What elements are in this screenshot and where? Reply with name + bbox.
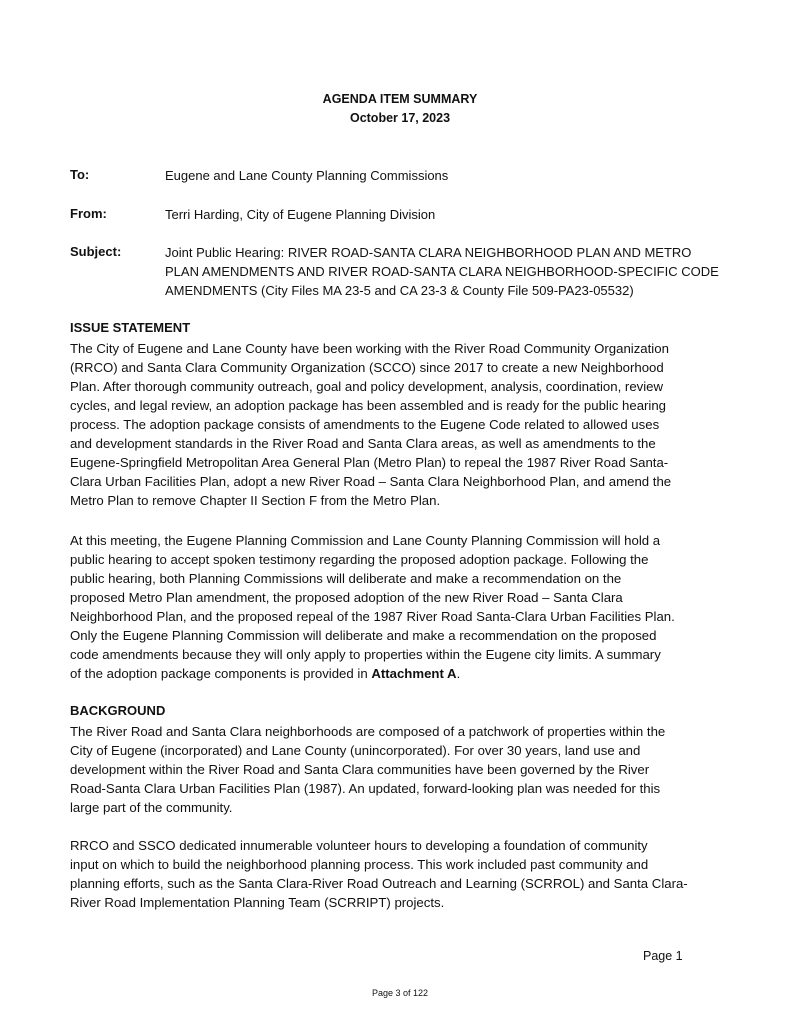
subject-line: AMENDMENTS (City Files MA 23-5 and CA 23-3 & County File 509-PA23-05532) — [165, 283, 634, 298]
text-line: The City of Eugene and Lane County have been working with the River Road Community Organization — [70, 341, 669, 356]
issue-statement-heading: ISSUE STATEMENT — [70, 320, 191, 335]
document-date: October 17, 2023 — [349, 111, 451, 125]
text-line: Metro Plan to remove Chapter II Section F from the Metro Plan. — [70, 493, 441, 508]
text-line: input on which to build the neighborhood planning process. This work included past community and — [70, 857, 649, 872]
text-line: RRCO and SSCO dedicated innumerable volunteer hours to developing a foundation of community — [70, 838, 648, 853]
text-line: public hearing, both Planning Commissions will deliberate and make a recommendation on the — [70, 571, 622, 586]
text-fragment: . — [456, 666, 461, 681]
text-line: Neighborhood Plan, and the proposed repeal of the 1987 River Road Santa-Clara Urban Facilities Plan. — [70, 609, 675, 624]
text-fragment: of the adoption package components is provided in — [70, 666, 372, 681]
text-line: code amendments because they will only apply to properties within the Eugene city limits. A summary — [70, 647, 661, 662]
text-line: Only the Eugene Planning Commission will deliberate and make a recommendation on the proposed — [70, 628, 657, 643]
to-value: Eugene and Lane County Planning Commissions — [165, 168, 449, 183]
attachment-a-reference: Attachment A — [371, 666, 457, 681]
text-line: Eugene-Springfield Metropolitan Area General Plan (Metro Plan) to repeal the 1987 River Road Santa- — [70, 455, 669, 470]
pdf-page-counter: Page 3 of 122 — [371, 988, 429, 998]
issue-paragraph-2 — [70, 531, 730, 683]
background-heading: BACKGROUND — [70, 703, 166, 718]
text-line: Plan. After thorough community outreach, goal and policy development, analysis, coordination, review — [70, 379, 664, 394]
background-paragraph-1 — [70, 722, 730, 817]
document-title: AGENDA ITEM SUMMARY — [322, 92, 478, 106]
from-label-text: From: — [70, 206, 107, 221]
text-line: and development standards in the River Road and Santa Clara areas, as well as amendments to the — [70, 436, 656, 451]
background-paragraph-2 — [70, 836, 730, 912]
to-label: To: — [70, 167, 90, 182]
subject-line: PLAN AMENDMENTS AND RIVER ROAD-SANTA CLARA NEIGHBORHOOD-SPECIFIC CODE — [165, 264, 719, 279]
subject-label: Subject: — [70, 244, 122, 259]
text-line: At this meeting, the Eugene Planning Commission and Lane County Planning Commission will hold a — [70, 533, 661, 548]
text-line: process. The adoption package consists of amendments to the Eugene Code related to allowed uses — [70, 417, 660, 432]
text-line: Road-Santa Clara Urban Facilities Plan (1987). An updated, forward-looking plan was needed for this — [70, 781, 661, 796]
issue-paragraph-1 — [70, 339, 730, 510]
text-line: The River Road and Santa Clara neighborhoods are composed of a patchwork of properties within the — [70, 724, 666, 739]
text-line: (RRCO) and Santa Clara Community Organization (SCCO) since 2017 to create a new Neighborhood — [70, 360, 664, 375]
page-number: Page 1 — [643, 949, 683, 963]
text-line: City of Eugene (incorporated) and Lane County (unincorporated). For over 30 years, land use and — [70, 743, 641, 758]
text-line: cycles, and legal review, an adoption package has been assembled and is ready for the public hearing — [70, 398, 667, 413]
subject-value — [165, 243, 740, 300]
text-line: planning efforts, such as the Santa Clara-River Road Outreach and Learning (SCRROL) and Santa Clara- — [70, 876, 688, 891]
text-line: proposed Metro Plan amendment, the proposed adoption of the new River Road – Santa Clara — [70, 590, 623, 605]
from-label — [70, 206, 107, 221]
from-value: Terri Harding, City of Eugene Planning Division — [165, 207, 436, 222]
text-line-attachment — [70, 664, 730, 683]
text-line: large part of the community. — [70, 800, 233, 815]
text-line: Clara Urban Facilities Plan, adopt a new River Road – Santa Clara Neighborhood Plan, and amend the — [70, 474, 672, 489]
text-line: development within the River Road and Santa Clara communities have been governed by the River — [70, 762, 650, 777]
text-line: River Road Implementation Planning Team (SCRRIPT) projects. — [70, 895, 445, 910]
subject-line: Joint Public Hearing: RIVER ROAD-SANTA CLARA NEIGHBORHOOD PLAN AND METRO — [165, 245, 692, 260]
text-line: public hearing to accept spoken testimony regarding the proposed adoption package. Following the — [70, 552, 649, 567]
